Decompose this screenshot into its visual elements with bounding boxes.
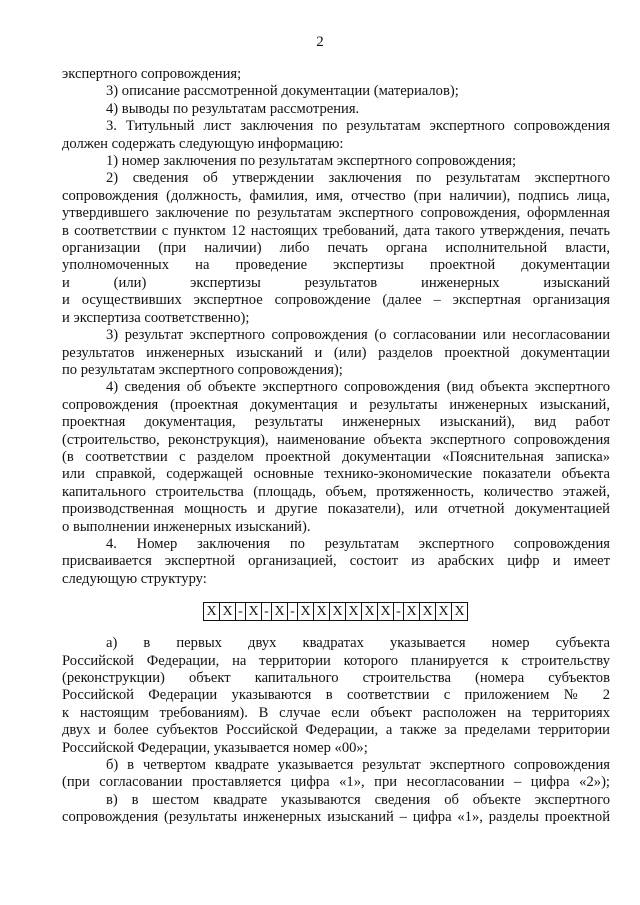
number-cell: X [245,602,262,621]
text-line: утвердившего заключение по результатам экспертного сопровождения, оформленная [62,205,610,222]
text-line: (в соответствии с разделом проектной документации «Пояснительная записка» [62,448,610,465]
text-line: сопровождения (должность, фамилия, имя, отчество (при наличии), подпись лица, [62,187,610,204]
number-format-boxes [204,602,468,621]
number-separator: - [235,602,246,621]
text-line: следующую структуру: [62,570,207,587]
text-line: в) в шестом квадрате указываются сведения об объекте экспертного [106,791,610,808]
number-separator: - [261,602,272,621]
text-line: должен содержать следующую информацию: [62,135,344,152]
text-line: о выполнении инженерных изысканий). [62,518,311,535]
text-line: сопровождения (проектная документация и результаты инженерных изысканий, [62,396,610,413]
text-line: (реконструкции) объект капитального строительства (номера субъектов [62,670,610,686]
text-line: 4. Номер заключения по результатам экспертного сопровождения [106,535,610,552]
text-line: организации (при наличии) либо печать органа исполнительной власти, [62,240,610,257]
text-line: двух и более субъектов Российской Федерации, а также за пределами территории [62,722,610,739]
text-line: присваивается экспертной организацией, состоит из арабских цифр и имеет [62,553,610,570]
text-line: 3) описание рассмотренной документации (материалов); [106,83,459,100]
text-line: 4) сведения об объекте экспертного сопровождения (вид объекта экспертного [106,379,610,396]
number-cell: X [313,602,330,621]
text-line: 3. Титульный лист заключения по результатам экспертного сопровождения [106,118,610,135]
text-line: экспертного сопровождения; [62,66,242,82]
text-line: Российской Федерации, указывается номер «00»; [62,739,368,756]
number-cell: X [419,602,436,621]
text-line: и осуществивших экспертное сопровождение (далее – экспертная организация [62,292,610,309]
number-separator: - [393,602,404,621]
number-cell: X [297,602,314,621]
text-line: (при согласовании проставляется цифра «1», при несогласовании – цифра «2»); [62,774,610,791]
text-line: сопровождения (результаты инженерных изысканий – цифра «1», разделы проектной [62,809,610,826]
number-cell: X [451,602,468,621]
text-line: 1) номер заключения по результатам экспертного сопровождения; [106,153,517,170]
number-format-row [62,591,610,631]
text-line: а) в первых двух квадратах указывается номер субъекта [106,635,610,652]
text-line: к настоящим требованиям). В случае если объект расположен на территориях [62,704,610,721]
number-cell: X [219,602,236,621]
number-cell: X [435,602,452,621]
text-line: производственная мощность и другие показатели), или отчетной документацией [62,501,610,518]
text-line: проектная документация, результаты инженерных изысканий), вид работ [62,414,610,431]
text-line: и экспертиза соответственно); [62,309,250,326]
number-cell: X [271,602,288,621]
text-line: капитального строительства (площадь, объем, протяженность, количество этажей, [62,483,610,500]
number-cell: X [329,602,346,621]
text-line: 2) сведения об утверждении заключения по результатам экспертного [106,170,610,187]
number-cell: X [345,602,362,621]
document-body [62,66,610,827]
text-line: Российской Федерации, на территории которого планируется к строительству [62,652,610,669]
text-line: (строительство, реконструкция), наименование объекта экспертного сопровождения [62,431,610,448]
text-line: 4) выводы по результатам рассмотрения. [106,100,360,117]
number-separator: - [287,602,298,621]
text-line: б) в четвертом квадрате указывается результат экспертного сопровождения [106,757,610,774]
text-line: уполномоченных на проведение экспертизы проектной документации [62,257,610,274]
number-cell: X [203,602,220,621]
text-line: по результатам экспертного сопровождения); [62,361,343,378]
number-cell: X [361,602,378,621]
text-line: результатов инженерных изысканий и (или) разделов проектной документации [62,344,610,361]
number-cell: X [377,602,394,621]
text-line: 3) результат экспертного сопровождения (о согласовании или несогласовании [106,327,610,344]
text-line: в соответствии с пунктом 12 настоящих требований, дата такого утверждения, печать [62,222,610,239]
number-cell: X [403,602,420,621]
page-number: 2 [316,34,324,50]
text-line: или справкой, содержащей основные технико-экономические показатели объекта [62,466,610,483]
text-line: Российской Федерации указываются в соответствии с приложением № 2 [62,687,610,704]
text-line: и (или) экспертизы результатов инженерных изысканий [62,274,610,291]
